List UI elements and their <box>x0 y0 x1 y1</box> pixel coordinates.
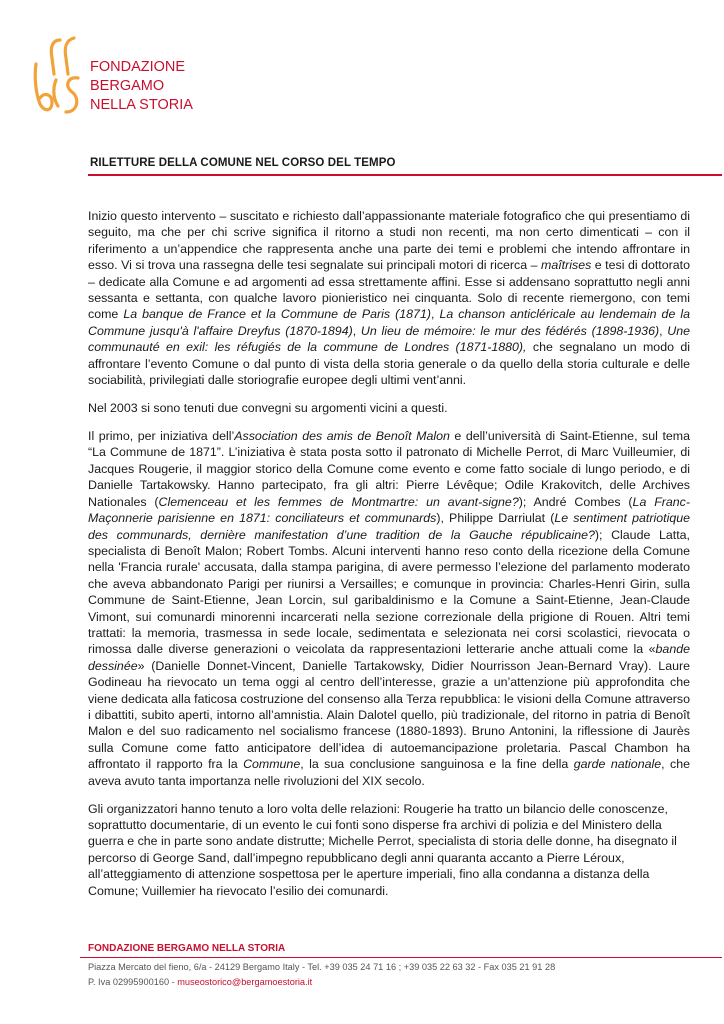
organization-name-line: FONDAZIONE <box>90 59 186 75</box>
bfs-monogram-logo-icon <box>30 34 86 116</box>
text-run: ); André Combes ( <box>518 494 633 509</box>
title-divider <box>88 174 722 176</box>
italic-text-run: garde nationale <box>573 757 662 772</box>
body-paragraph <box>88 428 690 789</box>
footer-email-link[interactable]: museostorico@bergamoestoria.it <box>177 977 313 987</box>
text-run: ), Philippe Darriulat ( <box>436 511 555 526</box>
text-run: che segnalano un modo di affrontare l’evento Comune o dal punto di vista della storia generale o da quello della storia culturale e delle sociabilità, privilegiati dalle storiografie europee degli ultimi vent’anni. <box>88 340 690 388</box>
footer-divider <box>80 957 722 958</box>
italic-text-run: Clemenceau et les femmes de Montmartre: un avant-signe? <box>158 494 519 509</box>
text-run: e tesi di dottorato – dedicate alla Comune e ad argomenti ad essa strettamente affini. Esse si addensano soprattutto negli anni sessanta e settanta, con qualche lavoro pionieristico nei cinquanta. Solo di recente riemergono, con temi come <box>88 258 690 322</box>
text-run: , <box>430 307 440 322</box>
organization-name <box>90 58 193 115</box>
footer-vat-number: P. Iva 02995900160 - <box>88 977 178 987</box>
text-run: Il primo, per iniziativa dell’ <box>88 429 235 444</box>
body-paragraph <box>88 208 690 388</box>
footer-address: Piazza Mercato del fieno, 6/a - 24129 Bergamo Italy - Tel. +39 035 24 71 16 ; +39 035 22 63 32 - Fax 035 21 91 28 <box>88 962 556 972</box>
italic-text-run: bande dessinée <box>88 642 690 673</box>
italic-text-run: La Franc-Maçonnerie parisienne en 1871: conciliateurs et communards <box>88 494 690 526</box>
footer-organization: FONDAZIONE BERGAMO NELLA STORIA <box>88 943 286 954</box>
text-run: , <box>659 323 668 338</box>
text-run: , la sua conclusione sanguinosa e la fine della <box>300 757 574 772</box>
italic-text-run: La banque de France et la Commune de Paris (1871) <box>123 307 431 322</box>
text-run: , <box>352 323 361 338</box>
italic-text-run: maîtrises <box>541 258 592 273</box>
text-run: Nel 2003 si sono tenuti due convegni su argomenti vicini a questi. <box>88 401 448 416</box>
text-run: ); Claude Latta, specialista di Benoît Malon; Robert Tombs. Alcuni interventi hanno reso conto della ricezione della Comune nella 'Francia rurale' accusata, dalla stampa parigina, di avere permesso l’elezione del parlamento moderato che aveva abbandonato Parigi per riunirsi a Versailles; e comunque in provincia: Charles-Henri Girin, sulla Commune de Saint-Etienne, Jean Lorcin, sul garibaldinismo e la Comune a Saint-Etienne, Jean-Claude Vimont, sui comunardi minorenni incarcerati nella sezione correzionale della prigione di Rouen. Altri temi trattati: la memoria, trasmessa in sede locale, sedimentata e selezionata nei corsi scolastici, rievocata o rimossa dalle diverse generazioni o veicolata da rappresentazioni letterarie anche attuali come la « <box>88 527 690 657</box>
text-run: e dell’università di Saint-Etienne, sul tema “La Commune de 1871”. L’iniziativa è stata posta sotto il patronato di Michelle Perrot, di Marc Vuilleumier, di Jacques Rougerie, il maggior storico della Comune come evento e come fatto sociale di lungo periodo, e di Danielle Tartakowsky. Hanno partecipato, fra gli altri: Pierre Lévêque; Odile Krakovitch, delle Archives Nationales ( <box>88 429 690 509</box>
organization-name-line: NELLA STORIA <box>90 97 193 113</box>
body-paragraph <box>88 801 690 899</box>
body-paragraph <box>88 400 690 416</box>
footer-vat-line <box>88 977 312 987</box>
organization-name-line: BERGAMO <box>90 78 165 94</box>
document-title: RILETTURE DELLA COMUNE NEL CORSO DEL TEMPO <box>90 157 396 169</box>
text-run: Inizio questo intervento – suscitato e richiesto dall’appassionante materiale fotografico che qui presentiamo di seguito, ma che per chi scrive significa il ritorno a studi non recenti, ma non certo dimenticati – con il riferimento a un’appendice che rappresenta anche una parte dei temi e problemi che intendo affrontare in esso. Vi si trova una rassegna delle tesi segnalate sui principali motori di ricerca – <box>88 209 690 273</box>
italic-text-run: Une communauté en exil: les réfugiés de la commune de Londres (1871-1880), <box>88 323 691 355</box>
text-run: , che aveva avuto tanta importanza nelle rivoluzioni del XIX secolo. <box>88 757 690 788</box>
italic-text-run: Commune <box>243 757 301 772</box>
document-body <box>88 208 690 911</box>
italic-text-run: Le sentiment patriotique des communards, dernière manifestation d’une tradition de la Gauche républicaine? <box>88 511 690 542</box>
italic-text-run: La chanson anticléricale au lendemain de la Commune jusqu'à l'affaire Dreyfus (1870-1894) <box>88 307 691 338</box>
italic-text-run: Association des amis de Benoît Malon <box>234 429 450 444</box>
text-run: » (Danielle Donnet-Vincent, Danielle Tartakowsky, Didier Nourrisson Jean-Bernard Vray). Laure Godineau ha rievocato un tema oggi al centro dell’interesse, grazie a un’attenzione più approfondita che viene dedicata alla faticosa costruzione del consenso alla Terza repubblica: le visioni della Comune attraverso i dibattiti, subito aperti, intorno all’amnistia. Alain Dalotel quello, più tradizionale, del ritorno in patria di Benoît Malon e del suo radicamento nel socialismo francese (1880-1893). Bruno Antonini, la riflessione di Jaurès sulla Comune come fatto anticipatore dell’idea di autoemancipazione proletaria. Pascal Chambon ha affrontato il rapporto fra la <box>88 658 690 772</box>
italic-text-run: Un lieu de mémoire: le mur des fédérés (1898-1936) <box>360 323 660 338</box>
text-run: Gli organizzatori hanno tenuto a loro volta delle relazioni: Rougerie ha tratto un bilancio delle conoscenze, soprattutto documentarie, di un evento le cui fonti sono disperse fra archivi di polizia e del Ministero della guerra e che in parte sono andate distrutte; Michelle Perrot, specialista di storia delle donne, ha disegnato il percorso di George Sand, dall’impegno repubblicano degli anni quaranta accanto a Pierre Léroux, all’atteggiamento di attenzione sospettosa per le aperture imperiali, fino alla condanna a distanza della Comune; Vuillemier ha rievocato l’esilio dei comunardi. <box>88 801 677 898</box>
